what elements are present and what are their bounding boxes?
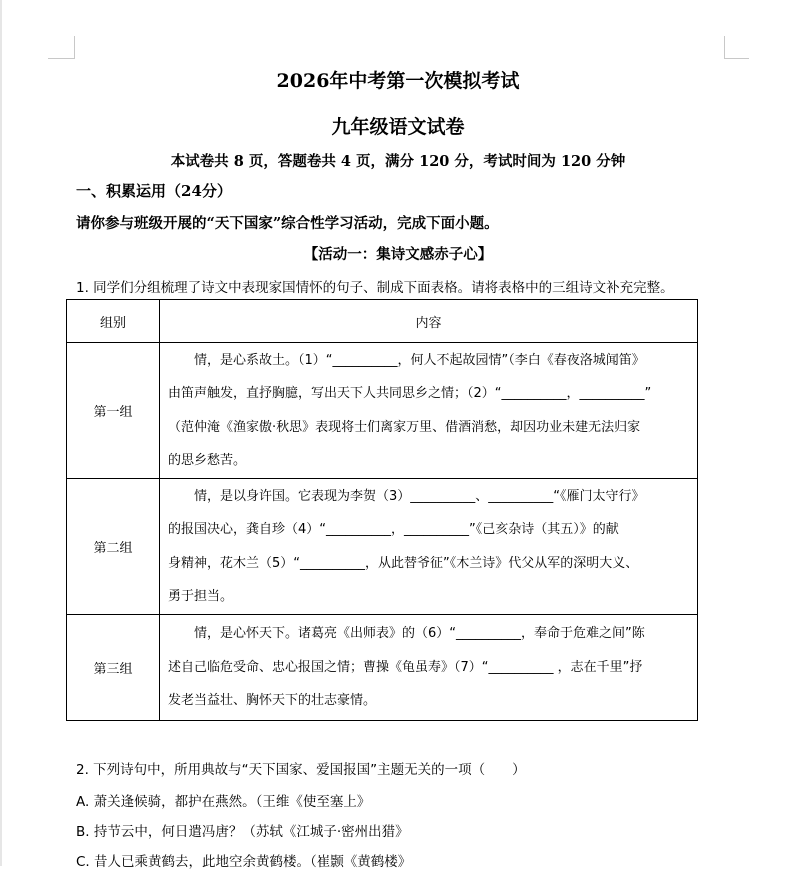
content-line: （范仲淹《渔家傲·秋思》表现将士们离家万里、借酒消愁，却因功业未建无法归家 — [168, 419, 641, 435]
activity-title: 【活动一：集诗文感赤子心】 — [303, 246, 493, 263]
table-header-row — [67, 300, 698, 343]
section-heading: 一、积累运用（24分） — [76, 182, 232, 200]
content-line: 的报国决心，龚自珍（4）“__________，__________”《己亥杂诗（其五）》的献 — [168, 522, 619, 537]
content-line: 由笛声触发，直抒胸臆，写出天下人共同思乡之情；（2）“__________，__________” — [168, 386, 652, 401]
content-line: 情，是以身许国。它表现为李贺（3）__________、__________“《雁门太守行》 — [194, 488, 645, 504]
exam-info: 本试卷共 8 页，答题卷共 4 页，满分 120 分，考试时间为 120 分钟 — [170, 153, 626, 170]
table-row — [67, 615, 698, 721]
question-1-prompt: 1. 同学们分组梳理了诗文中表现家国情怀的句子、制成下面表格。请将表格中的三组诗文补充完整。 — [76, 280, 674, 296]
content-line: 勇于担当。 — [168, 589, 234, 604]
section-intro: 请你参与班级开展的“天下国家”综合性学习活动，完成下面小题。 — [76, 215, 499, 232]
content-line: 发老当益壮、胸怀天下的壮志豪情。 — [168, 693, 377, 709]
content-line: 情，是心怀天下。诸葛亮《出师表》的（6）“__________，奉命于危难之间”陈 — [194, 626, 645, 642]
table-row — [67, 479, 698, 615]
header-group: 组别 — [67, 300, 160, 343]
option-a: A. 萧关逢候骑，都护在燕然。（王维《使至塞上》 — [76, 794, 371, 810]
content-line: 身精神，花木兰（5）“__________，从此替爷征”《木兰诗》代父从军的深明大义、 — [168, 555, 639, 571]
content-line: 述自己临危受命、忠心报国之情；曹操《龟虽寿》（7）“__________ ，志在千里”抒 — [168, 659, 643, 675]
crop-mark-top-left — [48, 36, 75, 59]
group-content — [160, 479, 698, 615]
exam-subtitle: 九年级语文试卷 — [331, 116, 465, 138]
content-line: 情，是心系故土。（1）“__________，何人不起故园情”（李白《春夜洛城闻笛》 — [194, 352, 645, 368]
group-label: 第二组 — [67, 479, 160, 615]
group-content — [160, 343, 698, 479]
poetry-table — [66, 299, 698, 721]
header-content: 内容 — [160, 300, 698, 343]
table-row — [67, 343, 698, 479]
group-label: 第一组 — [67, 343, 160, 479]
option-c: C. 昔人已乘黄鹤去，此地空余黄鹤楼。（崔颢《黄鹤楼》 — [76, 854, 412, 870]
question-2-prompt: 2. 下列诗句中，所用典故与“天下国家、爱国报国”主题无关的一项（ ） — [76, 762, 526, 778]
group-label: 第三组 — [67, 615, 160, 721]
group-content — [160, 615, 698, 721]
crop-mark-top-right — [724, 36, 749, 59]
option-b: B. 持节云中，何日遣冯唐？（苏轼《江城子·密州出猎》 — [76, 824, 409, 840]
content-line: 的思乡愁苦。 — [168, 453, 247, 468]
exam-title: 2026年中考第一次模拟考试 — [276, 70, 520, 92]
